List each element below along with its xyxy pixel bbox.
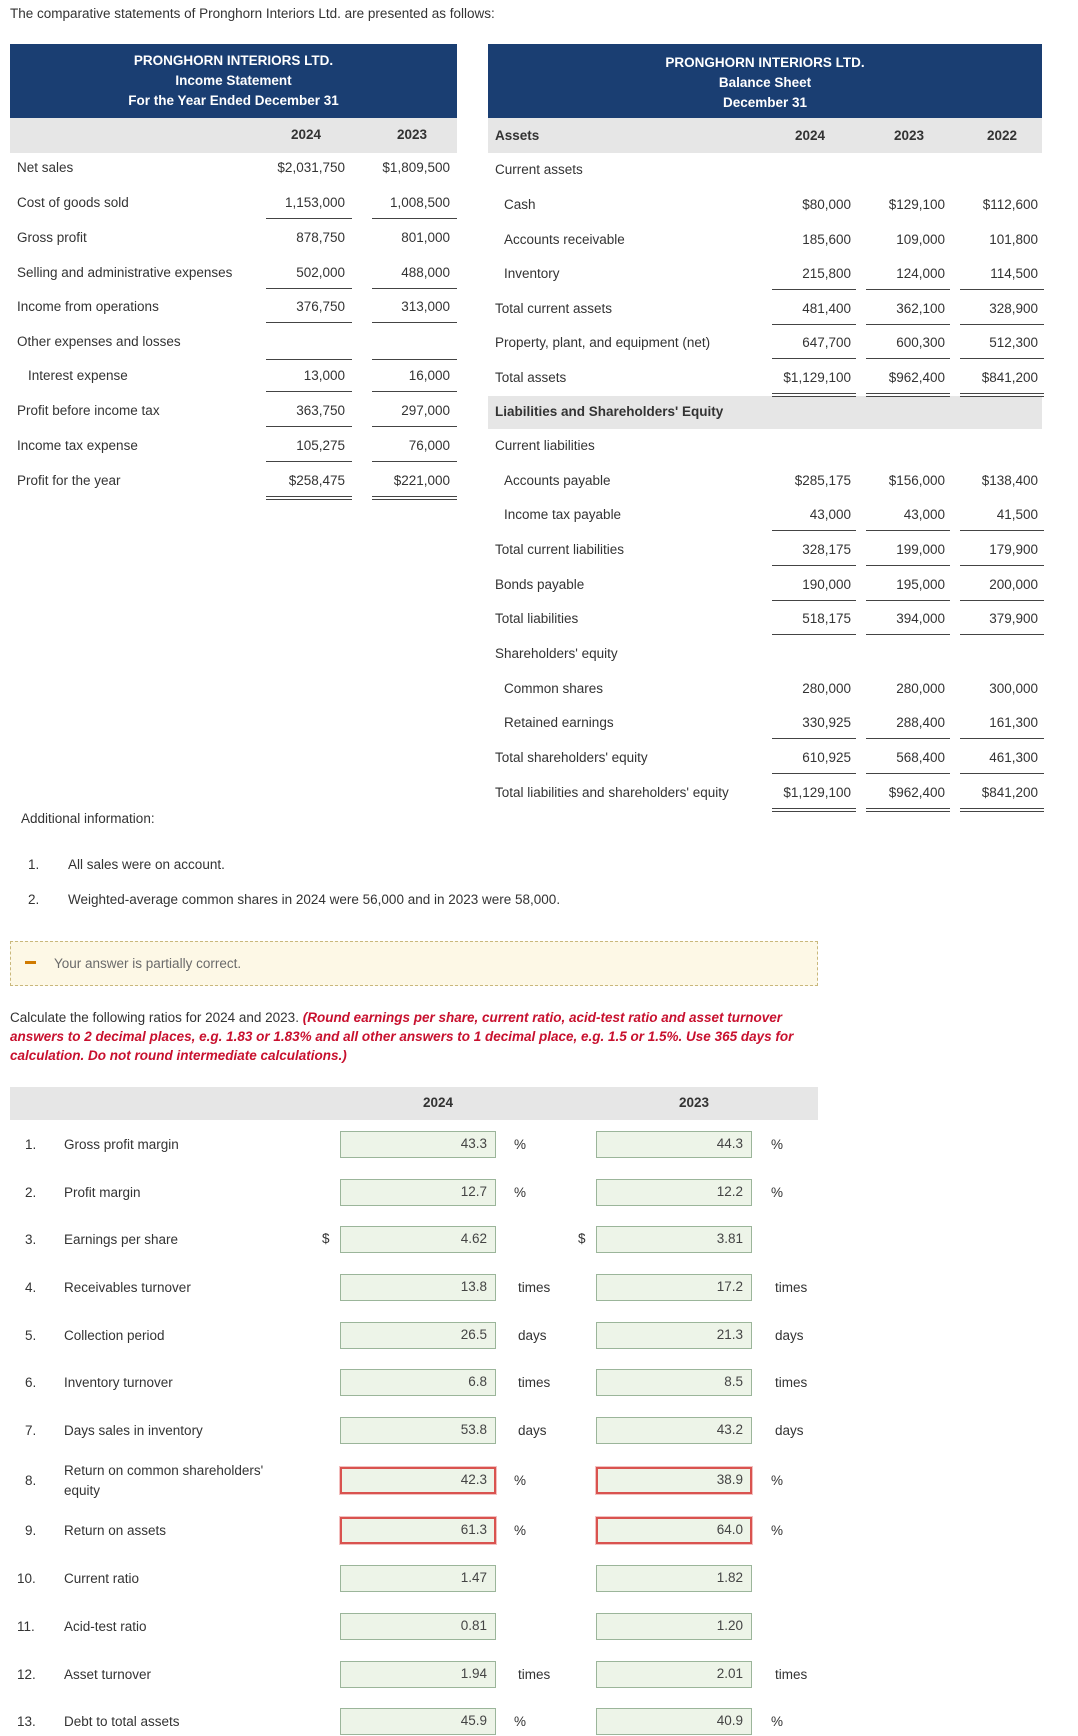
- additional-item-2-num: 2.: [28, 892, 40, 907]
- bs-value-2022: 461,300: [989, 750, 1038, 765]
- answer-input-2024[interactable]: 42.3: [340, 1467, 496, 1494]
- ratio-label: Current ratio: [64, 1571, 140, 1586]
- bs-value-2023: 43,000: [903, 507, 945, 522]
- answer-input-2023[interactable]: 17.2: [596, 1274, 752, 1301]
- bs-rule-2023: [866, 530, 950, 531]
- bs-rule-2023: [866, 393, 950, 397]
- bs-row-label: Income tax payable: [504, 507, 622, 522]
- bs-rule-2024: [772, 358, 856, 359]
- unit-2023: times: [775, 1667, 808, 1682]
- unit-2023: %: [771, 1714, 784, 1729]
- is-value-2023: 1,008,500: [389, 195, 450, 210]
- bs-value-2024: $1,129,100: [783, 370, 851, 385]
- bs-rule-2023: [866, 773, 950, 774]
- is-value-2023: $221,000: [393, 473, 450, 488]
- answer-input-2023[interactable]: 40.9: [596, 1708, 752, 1735]
- ratio-number: 7.: [25, 1423, 37, 1438]
- ratio-label: Profit margin: [64, 1185, 141, 1200]
- unit-2024: %: [514, 1714, 527, 1729]
- bs-row-label: Total current assets: [495, 301, 613, 316]
- bs-value-2024: 610,925: [802, 750, 851, 765]
- bs-value-2022: 512,300: [989, 335, 1038, 350]
- bs-row-label: Inventory: [504, 266, 560, 281]
- bs-rule-2022: [960, 634, 1044, 635]
- answer-input-2023[interactable]: 12.2: [596, 1179, 752, 1206]
- ratio-label: Earnings per share: [64, 1232, 179, 1247]
- answer-input-2024[interactable]: 0.81: [340, 1613, 496, 1640]
- bs-rule-2024: [772, 393, 856, 397]
- bs-row-label: Bonds payable: [495, 577, 585, 592]
- unit-2024: days: [518, 1423, 547, 1438]
- bs-value-2022: 200,000: [989, 577, 1038, 592]
- bs-rule-2024: [772, 565, 856, 566]
- dollar-prefix-2024: $: [322, 1231, 330, 1246]
- additional-info-title: Additional information:: [21, 811, 155, 826]
- is-value-2023: 297,000: [401, 403, 450, 418]
- instructions-plain: Calculate the following ratios for 2024 and 2023.: [10, 1010, 303, 1025]
- is-row-label: Profit for the year: [17, 473, 121, 488]
- unit-2023: days: [775, 1423, 804, 1438]
- bs-value-2023: 109,000: [896, 232, 945, 247]
- is-rule-2024: [266, 391, 352, 392]
- bs-value-2023: 280,000: [896, 681, 945, 696]
- answer-input-2024[interactable]: 13.8: [340, 1274, 496, 1301]
- unit-2023: times: [775, 1375, 808, 1390]
- unit-2024: times: [518, 1375, 551, 1390]
- bs-value-2024: 185,600: [802, 232, 851, 247]
- is-rule-2024: [266, 359, 352, 360]
- bs-value-2024: 328,175: [802, 542, 851, 557]
- additional-item-2-text: Weighted-average common shares in 2024 were 56,000 and in 2023 were 58,000.: [68, 892, 561, 907]
- bs-row-label: Total assets: [495, 370, 567, 385]
- bs-row-label: Total shareholders' equity: [495, 750, 648, 765]
- answer-input-2024[interactable]: 26.5: [340, 1322, 496, 1349]
- answer-input-2024[interactable]: 43.3: [340, 1131, 496, 1158]
- bs-value-2022: 379,900: [989, 611, 1038, 626]
- instructions-rounding: (Round earnings per share, current ratio, acid-test ratio and asset turnover answers to 2 decimal places, e.g. 1.83 or 1.83% and all other answers to 1 decimal place, e.g. 1.5 or 1.5%. Use 365 days for calculation. Do not round intermediate calculations.): [10, 1010, 794, 1063]
- answer-input-2023[interactable]: 3.81: [596, 1226, 752, 1253]
- answer-input-2023[interactable]: 1.82: [596, 1565, 752, 1592]
- is-row-label: Gross profit: [17, 230, 87, 245]
- ratio-number: 6.: [25, 1375, 37, 1390]
- is-rule-2023: [372, 391, 457, 392]
- unit-2023: times: [775, 1280, 808, 1295]
- bs-year-2024: 2024: [795, 128, 826, 143]
- answer-input-2023[interactable]: 21.3: [596, 1322, 752, 1349]
- bs-row-label: Total liabilities and shareholders' equity: [495, 785, 729, 800]
- unit-2024: days: [518, 1328, 547, 1343]
- bs-rule-2022: [960, 530, 1044, 531]
- bs-rule-2024: [772, 600, 856, 601]
- bs-title-date: December 31: [722, 95, 808, 110]
- answer-input-2023[interactable]: 64.0: [596, 1517, 752, 1544]
- bs-rule-2024: [772, 634, 856, 635]
- unit-2024: %: [514, 1473, 527, 1488]
- answer-input-2023[interactable]: 43.2: [596, 1417, 752, 1444]
- ratio-label: Return on assets: [64, 1523, 167, 1538]
- bs-value-2022: $138,400: [981, 473, 1038, 488]
- bs-row-label: Cash: [504, 197, 536, 212]
- ratio-label: Gross profit margin: [64, 1137, 179, 1152]
- is-rule-2024: [266, 288, 352, 289]
- ratio-number: 11.: [17, 1619, 35, 1634]
- bs-row-label: Accounts receivable: [504, 232, 625, 247]
- ratio-label: Return on common shareholders' equity: [64, 1463, 264, 1498]
- is-row-label: Cost of goods sold: [17, 195, 129, 210]
- bs-rule-2024: [772, 808, 856, 812]
- bs-value-2023: 124,000: [896, 266, 945, 281]
- bs-value-2022: 300,000: [989, 681, 1038, 696]
- unit-2024: times: [518, 1280, 551, 1295]
- is-row-label: Net sales: [17, 160, 74, 175]
- bs-value-2022: 161,300: [989, 715, 1038, 730]
- bs-year-2023: 2023: [894, 128, 925, 143]
- additional-item-1-num: 1.: [28, 857, 40, 872]
- is-year-2024: 2024: [291, 127, 322, 142]
- additional-item-1-text: All sales were on account.: [68, 857, 225, 872]
- unit-2023: days: [775, 1328, 804, 1343]
- bs-value-2024: 280,000: [802, 681, 851, 696]
- bs-rule-2023: [866, 358, 950, 359]
- bs-value-2024: $1,129,100: [783, 785, 851, 800]
- bs-rule-2022: [960, 324, 1044, 325]
- partial-correct-notice: [10, 941, 818, 986]
- bs-rule-2022: [960, 565, 1044, 566]
- is-rule-2023: [372, 426, 457, 427]
- is-rule-2023: [372, 218, 457, 219]
- is-value-2023: 313,000: [401, 299, 450, 314]
- is-row-label: Interest expense: [28, 368, 128, 383]
- answer-input-2024[interactable]: 6.8: [340, 1369, 496, 1396]
- bs-rule-2023: [866, 738, 950, 739]
- answer-input-2023[interactable]: 8.5: [596, 1369, 752, 1396]
- bs-row-label: Total current liabilities: [495, 542, 625, 557]
- is-value-2023: $1,809,500: [382, 160, 450, 175]
- bs-rule-2023: [866, 634, 950, 635]
- bs-rule-2022: [960, 358, 1044, 359]
- bs-value-2024: $80,000: [802, 197, 851, 212]
- bs-rule-2022: [960, 738, 1044, 739]
- ratio-label: Acid-test ratio: [64, 1619, 147, 1634]
- is-row-label: Income from operations: [17, 299, 159, 314]
- dollar-prefix-2023: $: [578, 1231, 586, 1246]
- answer-input-2024[interactable]: 12.7: [340, 1179, 496, 1206]
- unit-2023: %: [771, 1137, 784, 1152]
- bs-value-2022: 41,500: [996, 507, 1038, 522]
- ratio-label: Receivables turnover: [64, 1280, 191, 1295]
- intro-text: The comparative statements of Pronghorn Interiors Ltd. are presented as follows:: [10, 6, 495, 21]
- bs-liabilities-section-label: Liabilities and Shareholders' Equity: [495, 404, 724, 419]
- income-statement-header: [10, 44, 457, 118]
- answer-input-2024[interactable]: 1.94: [340, 1661, 496, 1688]
- is-year-2023: 2023: [397, 127, 428, 142]
- bs-value-2024: 43,000: [809, 507, 851, 522]
- is-rule-2024: [266, 426, 352, 427]
- is-rule-2023: [372, 288, 457, 289]
- bs-rule-2023: [866, 600, 950, 601]
- answer-input-2023[interactable]: 44.3: [596, 1131, 752, 1158]
- bs-value-2023: 199,000: [896, 542, 945, 557]
- ratio-number: 13.: [17, 1714, 36, 1729]
- ratio-number: 1.: [25, 1137, 37, 1152]
- bs-rule-2024: [772, 324, 856, 325]
- bs-row-label: Retained earnings: [504, 715, 614, 730]
- bs-rule-2024: [772, 773, 856, 774]
- is-value-2023: 488,000: [401, 265, 450, 280]
- bs-value-2024: 215,800: [802, 266, 851, 281]
- is-value-2024: $2,031,750: [277, 160, 345, 175]
- ratio-number: 9.: [25, 1523, 37, 1538]
- bs-value-2023: $962,400: [888, 785, 945, 800]
- ratio-number: 3.: [25, 1232, 37, 1247]
- ratio-label: Inventory turnover: [64, 1375, 173, 1390]
- bs-value-2024: 481,400: [802, 301, 851, 316]
- is-row-label: Other expenses and losses: [17, 334, 181, 349]
- is-value-2024: 878,750: [296, 230, 345, 245]
- bs-assets-label: Assets: [495, 128, 540, 143]
- bs-value-2022: 114,500: [990, 266, 1038, 281]
- bs-rule-2022: [960, 600, 1044, 601]
- is-rule-2023: [372, 322, 457, 323]
- unit-2024: %: [514, 1523, 527, 1538]
- bs-rule-2023: [866, 289, 950, 290]
- is-title-statement: Income Statement: [175, 73, 292, 88]
- is-value-2023: 801,000: [401, 230, 450, 245]
- bs-value-2023: 568,400: [896, 750, 945, 765]
- unit-2023: %: [771, 1473, 784, 1488]
- is-value-2024: 13,000: [303, 368, 345, 383]
- ratio-label: Collection period: [64, 1328, 165, 1343]
- unit-2023: %: [771, 1185, 784, 1200]
- bs-value-2022: $841,200: [981, 370, 1038, 385]
- bs-title-company: PRONGHORN INTERIORS LTD.: [665, 55, 865, 70]
- bs-value-2023: 394,000: [896, 611, 945, 626]
- bs-value-2022: $112,600: [982, 197, 1038, 212]
- bs-rule-2024: [772, 530, 856, 531]
- answer-input-2024[interactable]: 45.9: [340, 1708, 496, 1735]
- ratio-number: 10.: [17, 1571, 36, 1586]
- bs-rule-2024: [772, 738, 856, 739]
- bs-title-statement: Balance Sheet: [718, 75, 812, 90]
- answer-input-2024[interactable]: 1.47: [340, 1565, 496, 1592]
- unit-2024: times: [518, 1667, 551, 1682]
- bs-rule-2022: [960, 808, 1044, 812]
- is-value-2024: 363,750: [296, 403, 345, 418]
- is-value-2023: 16,000: [408, 368, 450, 383]
- bs-value-2024: 190,000: [802, 577, 851, 592]
- bs-year-2022: 2022: [987, 128, 1018, 143]
- unit-2024: %: [514, 1185, 527, 1200]
- ratio-number: 4.: [25, 1280, 37, 1295]
- bs-rule-2023: [866, 565, 950, 566]
- answer-input-2023[interactable]: 38.9: [596, 1467, 752, 1494]
- bs-value-2022: 101,800: [989, 232, 1038, 247]
- bs-value-2024: 518,175: [802, 611, 851, 626]
- bs-row-label: Current liabilities: [495, 438, 595, 453]
- answer-input-2023[interactable]: 1.20: [596, 1613, 752, 1640]
- income-statement-year-band: [10, 118, 457, 153]
- ratio-number: 12.: [17, 1667, 36, 1682]
- bs-rule-2022: [960, 773, 1044, 774]
- ratio-label: Days sales in inventory: [64, 1423, 203, 1438]
- balance-sheet-header: [488, 44, 1042, 118]
- bs-value-2022: 328,900: [989, 301, 1038, 316]
- bs-value-2023: $129,100: [888, 197, 945, 212]
- ratio-number: 8.: [25, 1473, 37, 1488]
- bs-value-2023: $156,000: [888, 473, 945, 488]
- answer-input-2023[interactable]: 2.01: [596, 1661, 752, 1688]
- ratios-year-2024: 2024: [423, 1095, 454, 1110]
- bs-value-2022: 179,900: [989, 542, 1038, 557]
- is-value-2024: 376,750: [296, 299, 345, 314]
- is-title-company: PRONGHORN INTERIORS LTD.: [133, 53, 334, 68]
- is-row-label: Income tax expense: [17, 438, 138, 453]
- ratio-number: 2.: [25, 1185, 37, 1200]
- bs-row-label: Accounts payable: [504, 473, 611, 488]
- ratio-number: 5.: [25, 1328, 37, 1343]
- is-title-period: For the Year Ended December 31: [128, 93, 339, 108]
- bs-value-2023: 600,300: [896, 335, 945, 350]
- is-value-2024: 502,000: [296, 265, 345, 280]
- bs-row-label: Common shares: [504, 681, 604, 696]
- is-rule-2024: [266, 461, 352, 462]
- bs-value-2023: 288,400: [896, 715, 945, 730]
- balance-sheet-year-band: [488, 118, 1042, 153]
- ratio-label: Debt to total assets: [64, 1714, 180, 1729]
- notice-text: Your answer is partially correct.: [54, 956, 242, 971]
- bs-rule-2023: [866, 808, 950, 812]
- is-rule-2024: [266, 496, 352, 500]
- bs-rule-2023: [866, 324, 950, 325]
- ratio-label: Asset turnover: [64, 1667, 152, 1682]
- instructions: [10, 1008, 825, 1065]
- minus-icon: [25, 961, 36, 964]
- bs-row-label: Shareholders' equity: [495, 646, 618, 661]
- bs-value-2023: 195,000: [896, 577, 945, 592]
- unit-2024: %: [514, 1137, 527, 1152]
- answer-input-2024[interactable]: 61.3: [340, 1517, 496, 1544]
- is-rule-2023: [372, 496, 457, 500]
- bs-rule-2024: [772, 289, 856, 290]
- is-value-2023: 76,000: [408, 438, 450, 453]
- is-rule-2024: [266, 218, 352, 219]
- is-rule-2024: [266, 322, 352, 323]
- is-rule-2023: [372, 359, 457, 360]
- bs-row-label: Total liabilities: [495, 611, 579, 626]
- is-value-2024: 105,275: [296, 438, 345, 453]
- is-row-label: Profit before income tax: [17, 403, 160, 418]
- bs-value-2023: 362,100: [896, 301, 945, 316]
- ratios-year-2023: 2023: [679, 1095, 710, 1110]
- unit-2023: %: [771, 1523, 784, 1538]
- bs-value-2023: $962,400: [888, 370, 945, 385]
- bs-value-2024: $285,175: [794, 473, 851, 488]
- bs-value-2022: $841,200: [981, 785, 1038, 800]
- is-value-2024: $258,475: [288, 473, 345, 488]
- bs-value-2024: 330,925: [802, 715, 851, 730]
- bs-row-label: Property, plant, and equipment (net): [495, 335, 711, 350]
- bs-rule-2022: [960, 393, 1044, 397]
- bs-row-label: Current assets: [495, 162, 583, 177]
- is-value-2024: 1,153,000: [284, 195, 345, 210]
- bs-value-2024: 647,700: [802, 335, 851, 350]
- answer-input-2024[interactable]: 4.62: [340, 1226, 496, 1253]
- is-rule-2023: [372, 461, 457, 462]
- is-row-label: Selling and administrative expenses: [17, 265, 233, 280]
- bs-rule-2022: [960, 289, 1044, 290]
- answer-input-2024[interactable]: 53.8: [340, 1417, 496, 1444]
